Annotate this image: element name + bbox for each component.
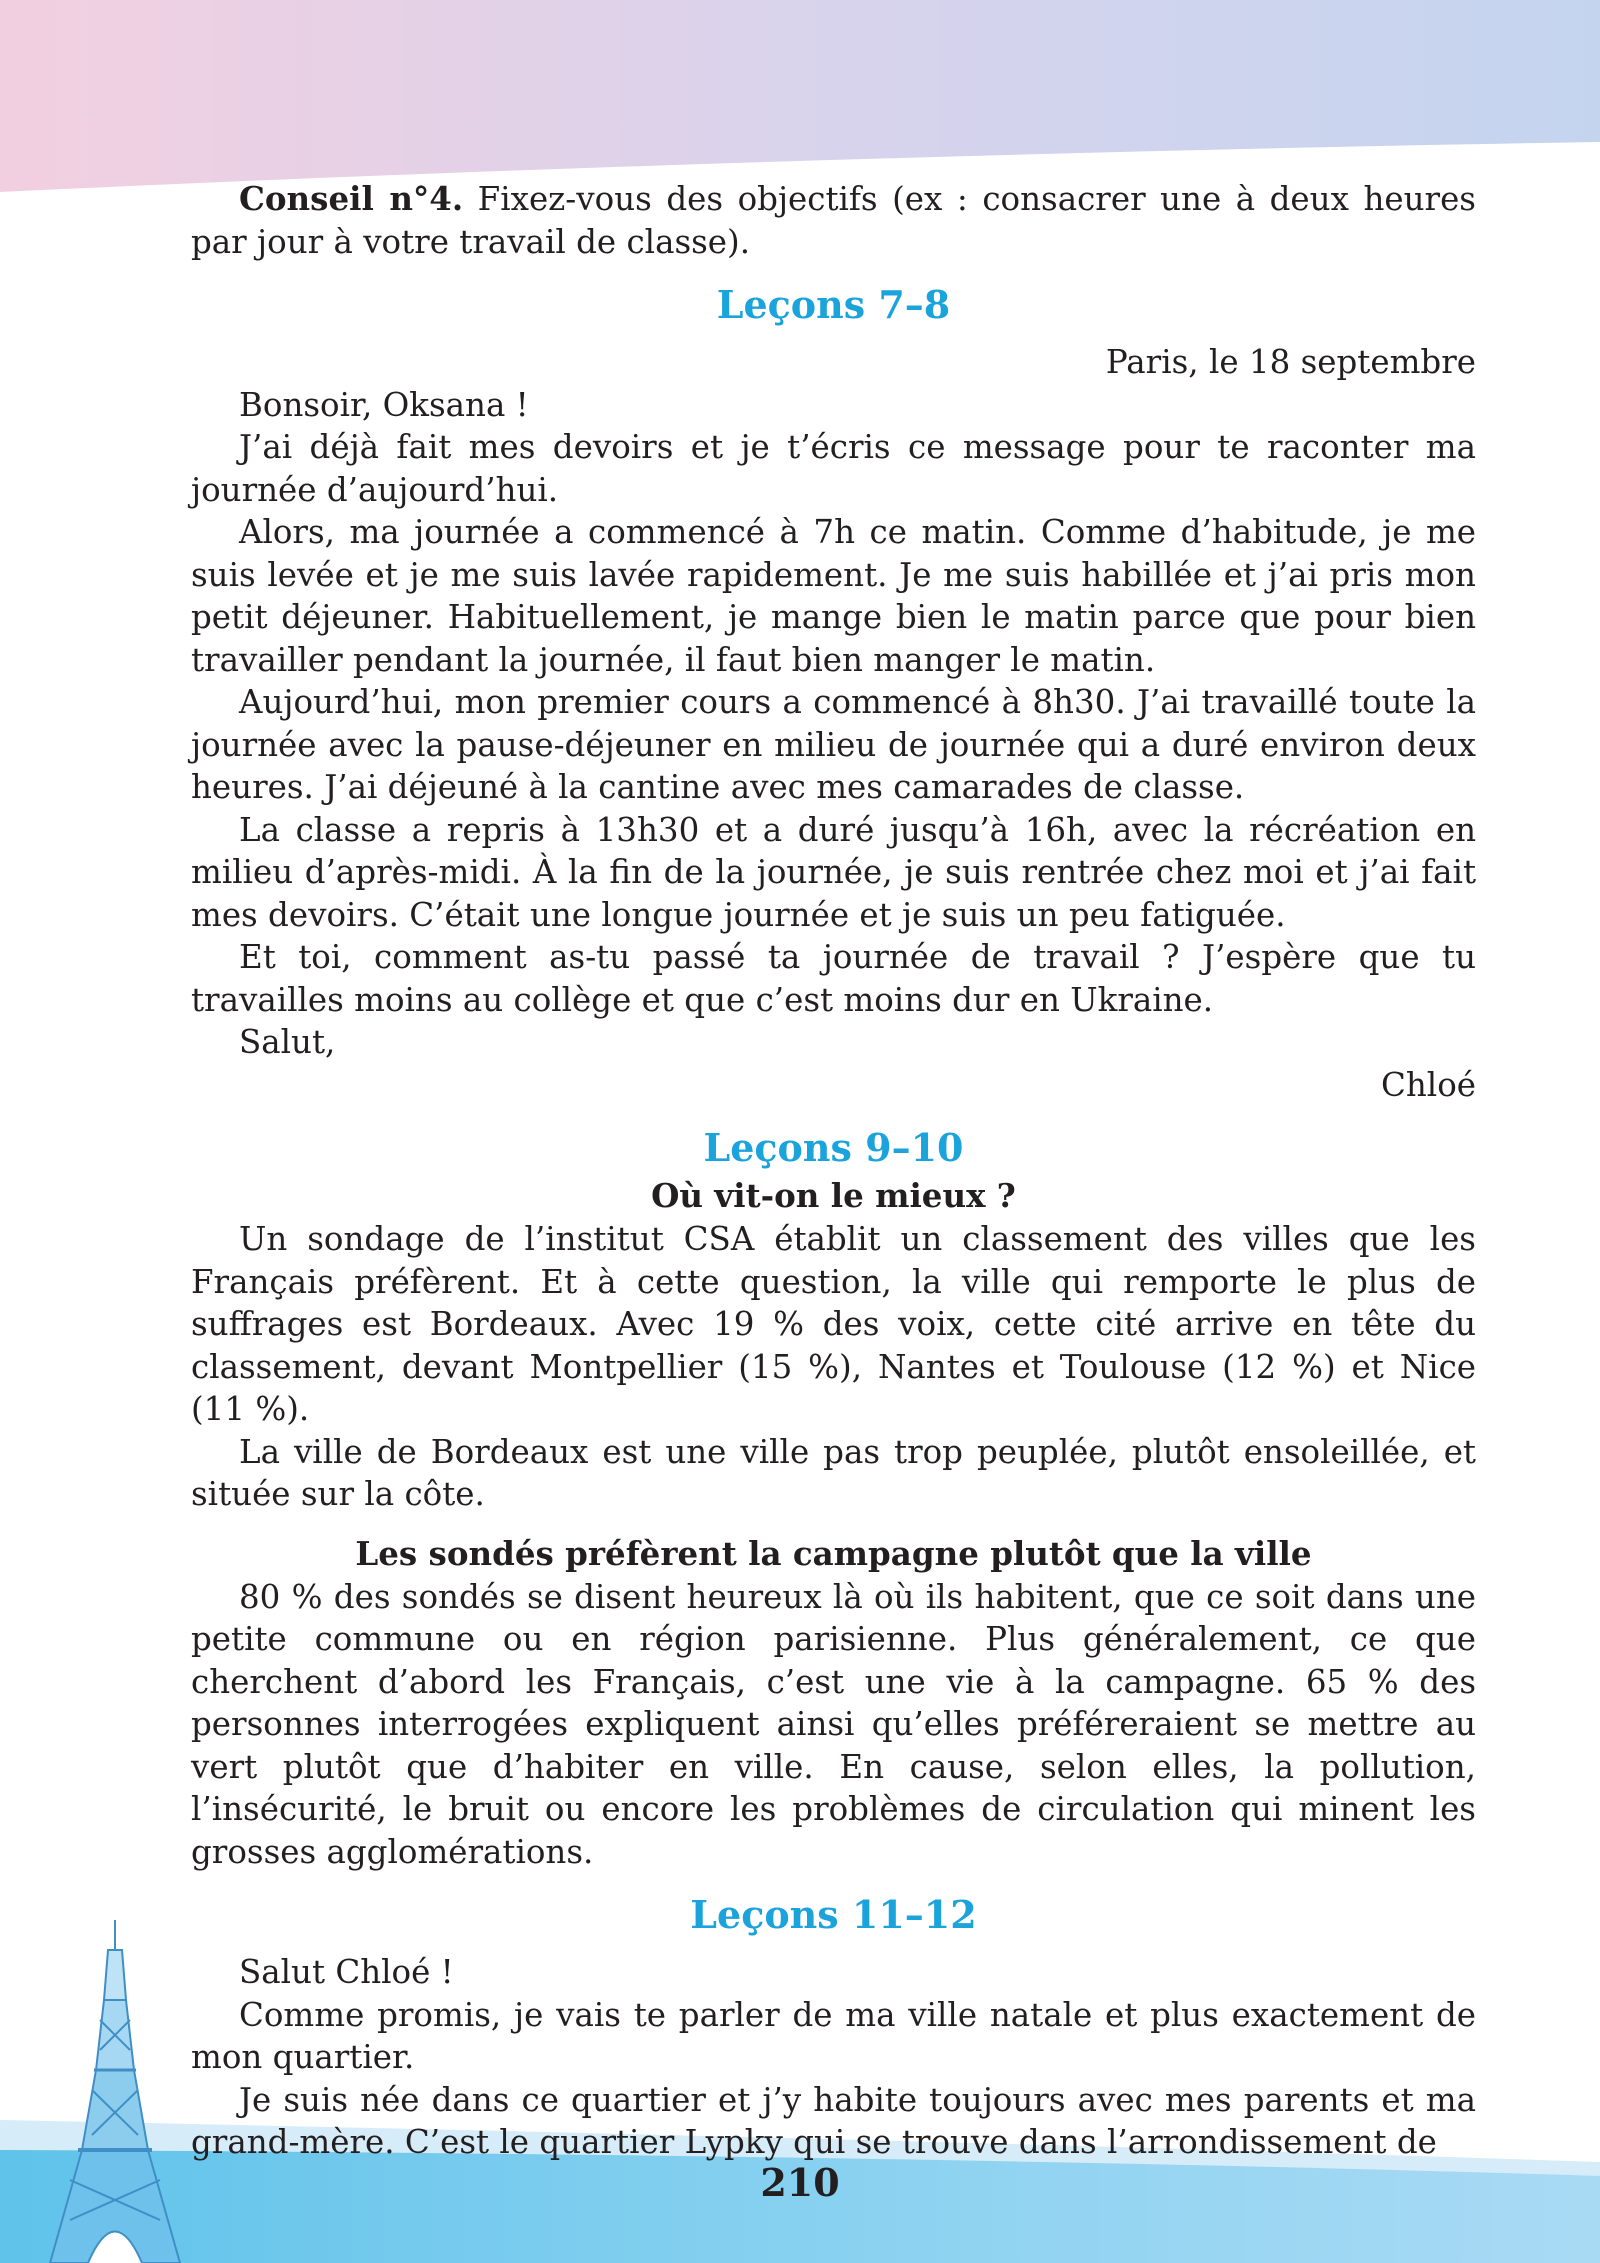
lesson-heading-9-10: Leçons 9–10 [703, 1125, 964, 1170]
letter-place-date: Paris, le 18 septembre [1105, 343, 1476, 381]
eiffel-tower-icon [40, 1920, 190, 2263]
page-number: 210 [760, 2160, 840, 2205]
letter-paragraph: Aujourd’hui, mon premier cours a commencé à 8h30. J’ai travaillé toute la journée avec la pause-déjeuner en milieu de journée qui a duré environ deux heures. J’ai déjeuné à la cantine avec mes camarades de classe. [191, 683, 1476, 806]
letter-greeting: Bonsoir, Oksana ! [239, 385, 529, 424]
top-decorative-band [0, 0, 1600, 200]
article-subtitle: Les sondés préfèrent la campagne plutôt que la ville [355, 1533, 1312, 1573]
letter-paragraph: J’ai déjà fait mes devoirs et je t’écris ce message pour te raconter ma journée d’aujourd’hui. [191, 428, 1476, 509]
tip-paragraph [191, 178, 1476, 263]
lesson-heading-11-12: Leçons 11–12 [690, 1892, 977, 1937]
letter-signature: Chloé [1381, 1065, 1476, 1104]
article-title: Où vit-on le mieux ? [651, 1176, 1016, 1215]
letter-paragraph: Alors, ma journée a commencé à 7h ce matin. Comme d’habitude, je me suis levée et je me suis lavée rapidement. Je me suis habillée et j’ai pris mon petit déjeuner. Habituellement, je mange bien le matin parce que pour bien travailler pendant la journée, il faut bien manger le matin. [191, 513, 1476, 679]
letter-paragraph: Comme promis, je vais te parler de ma ville natale et plus exactement de mon quartier. [191, 1995, 1476, 2076]
letter-greeting: Salut Chloé ! [239, 1953, 454, 1991]
tip-label: Conseil n°4. [239, 179, 464, 218]
lesson-heading-7-8: Leçons 7–8 [716, 282, 951, 327]
letter-paragraph: Je suis née dans ce quartier et j’y habite toujours avec mes parents et ma grand-mère. C’est le quartier Lypky qui se trouve dans l’arrondissement de [191, 2080, 1476, 2161]
letter-paragraph: La classe a repris à 13h30 et a duré jusqu’à 16h, avec la récréation en milieu d’après-midi. À la fin de la journée, je suis rentrée chez moi et j’ai fait mes devoirs. C’était une longue journée et je suis un peu fatiguée. [191, 810, 1476, 934]
article-paragraph: Un sondage de l’institut CSA établit un classement des villes que les Français préfèrent. Et à cette question, la ville qui remporte le plus de suffrages est Bordeaux. Avec 19 % des voix, cette cité arrive en tête du classement, devant Montpellier (15 %), Nantes et Toulouse (12 %) et Nice (11 %). [191, 1220, 1476, 1428]
article-paragraph: 80 % des sondés se disent heureux là où ils habitent, que ce soit dans une petite commune ou en région parisienne. Plus généralement, ce que cherchent d’abord les Français, c’est une vie à la campagne. 65 % des personnes interrogées expliquent ainsi qu’elles préféreraient se mettre au vert plutôt que d’habiter en ville. En cause, selon elles, la pollution, l’insécurité, le bruit ou encore les problèmes de circulation qui minent les grosses agglomérations. [191, 1577, 1476, 1871]
letter-closing: Salut, [239, 1023, 336, 1061]
page-content [191, 178, 1476, 2164]
tip-text: Fixez-vous des objectifs (ex : consacrer une à deux heures par jour à votre travail de classe). [191, 180, 1476, 261]
letter-paragraph: Et toi, comment as-tu passé ta journée de travail ? J’espère que tu travailles moins au collège et que c’est moins dur en Ukraine. [191, 938, 1476, 1019]
article-paragraph: La ville de Bordeaux est une ville pas trop peuplée, plutôt ensoleillée, et située sur la côte. [191, 1432, 1476, 1513]
